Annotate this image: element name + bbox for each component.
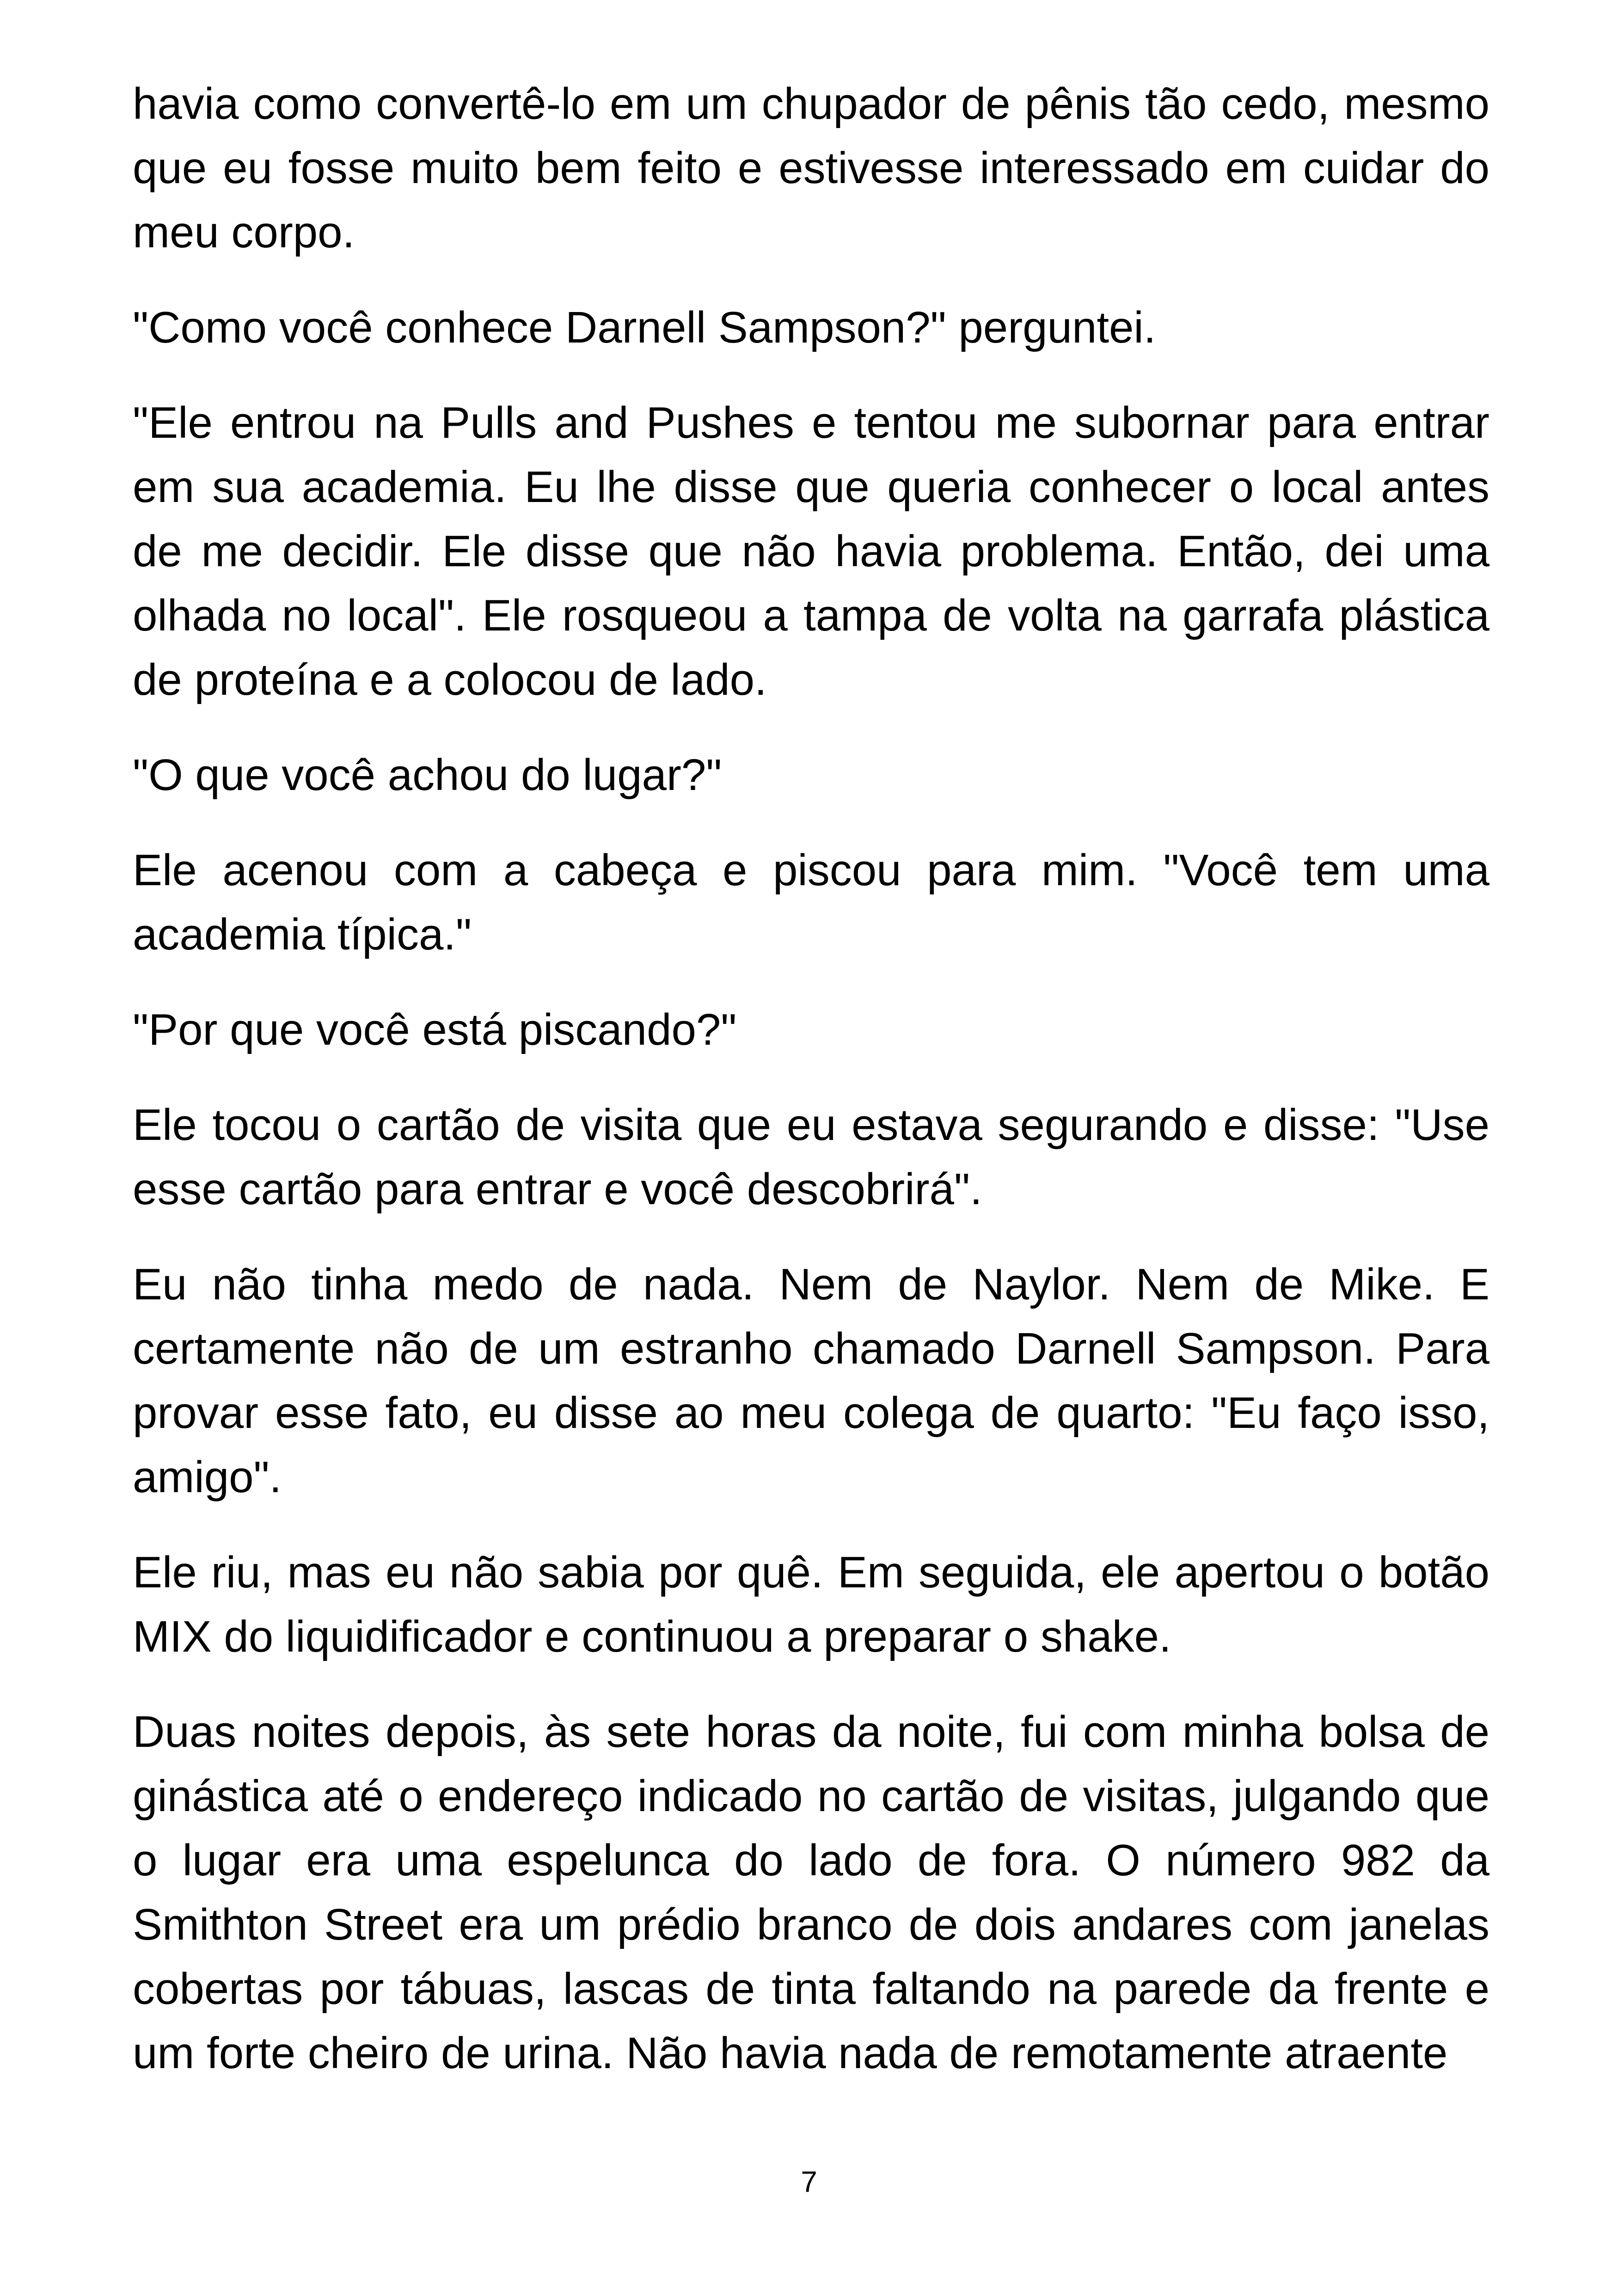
paragraph-3: "Ele entrou na Pulls and Pushes e tentou me subornar para entrar em sua academia. Eu lhe disse que queria conhecer o local antes de me decidir. Ele disse que não havia problema. Então, dei uma olhada no local". Ele rosqueou a tampa de volta na garrafa plástica de proteína e a colocou de lado.	[133, 398, 1489, 704]
paragraph-5: Ele acenou com a cabeça e piscou para mim. "Você tem uma academia típica."	[133, 845, 1489, 959]
page-number: 7	[801, 2165, 817, 2198]
paragraph-10: Duas noites depois, às sete horas da noite, fui com minha bolsa de ginástica até o endereço indicado no cartão de visitas, julgando que o lugar era uma espelunca do lado de fora. O número 982 da Smithton Street era um prédio branco de dois andares com janelas cobertas por tábuas, lascas de tinta faltando na parede da frente e um forte cheiro de urina. Não havia nada de remotamente atraente	[133, 1707, 1489, 2078]
paragraph-2: "Como você conhece Darnell Sampson?" perguntei.	[133, 303, 1156, 352]
paragraph-4: "O que você achou do lugar?"	[133, 750, 722, 800]
text-body	[133, 72, 1489, 2116]
paragraph-8: Eu não tinha medo de nada. Nem de Naylor. Nem de Mike. E certamente não de um estranho chamado Darnell Sampson. Para provar esse fato, eu disse ao meu colega de quarto: "Eu faço isso, amigo".	[133, 1260, 1489, 1502]
paragraph-9: Ele riu, mas eu não sabia por quê. Em seguida, ele apertou o botão MIX do liquidificador e continuou a preparar o shake.	[133, 1548, 1489, 1661]
paragraph-1: havia como convertê-lo em um chupador de pênis tão cedo, mesmo que eu fosse muito bem feito e estivesse interessado em cuidar do meu corpo.	[133, 79, 1489, 257]
paragraph-6: "Por que você está piscando?"	[133, 1005, 737, 1054]
paragraph-7: Ele tocou o cartão de visita que eu estava segurando e disse: "Use esse cartão para entrar e você descobrirá".	[133, 1100, 1489, 1214]
